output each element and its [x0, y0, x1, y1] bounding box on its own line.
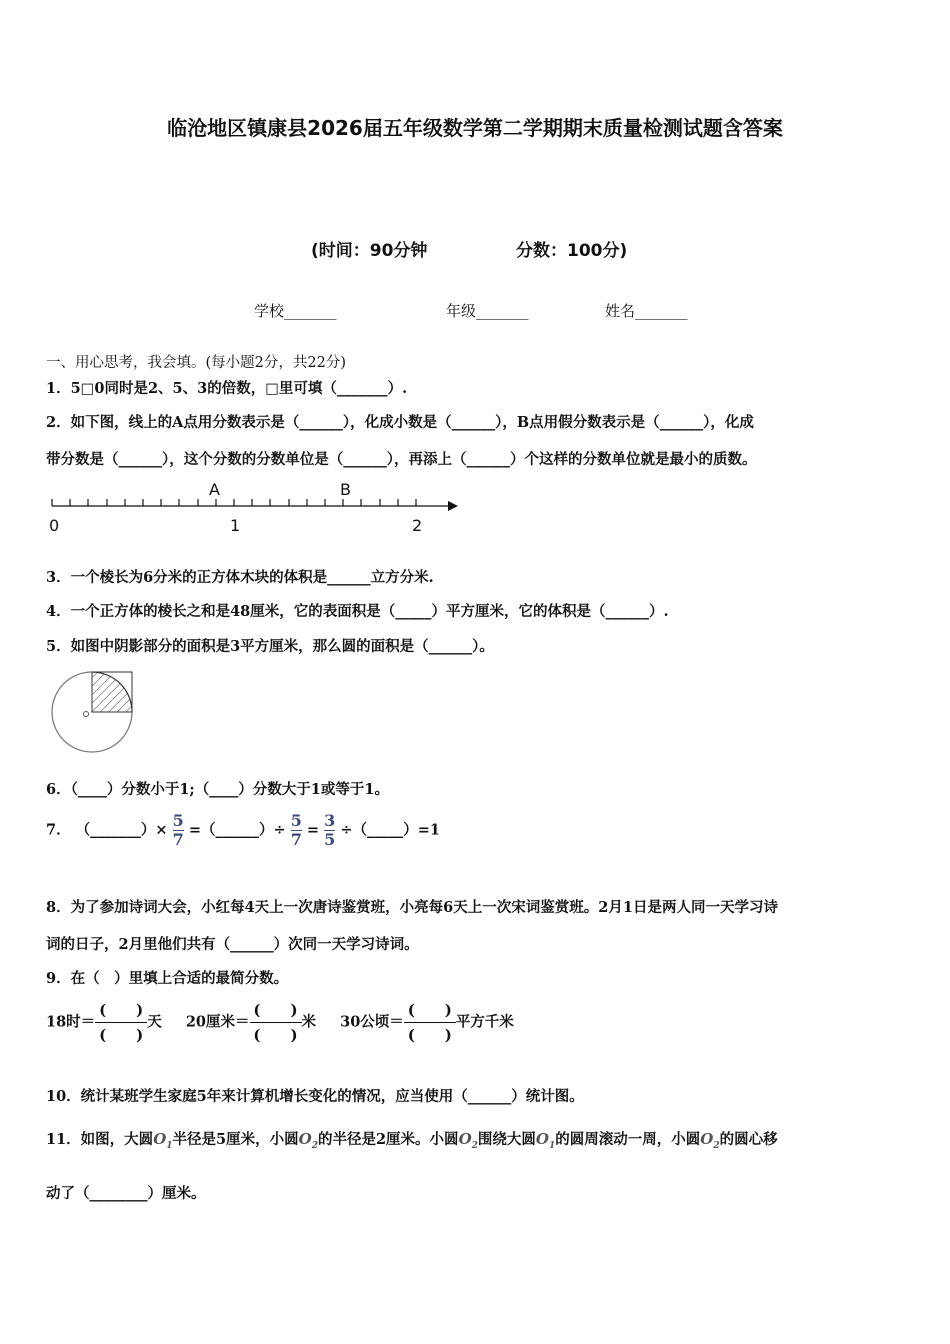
question-9: 9．在（ ）里填上合适的最简分数。 — [46, 970, 289, 987]
page-title: 临沧地区镇康县2026届五年级数学第二学期期末质量检测试题含答案 — [167, 116, 783, 140]
question-6: 6．（____）分数小于1;（____）分数大于1或等于1。 — [46, 781, 389, 798]
tick-label-2: 2 — [412, 516, 423, 535]
tick-label-1: 1 — [230, 516, 241, 535]
exam-score: 分数：100分) — [516, 241, 628, 261]
q9-b-prefix: 20厘米＝ — [185, 1013, 250, 1031]
question-1: 1．5□0同时是2、5、3的倍数，□里可填（_______）. — [46, 380, 408, 397]
q9-a-fraction: ( ) ( ) — [95, 998, 147, 1047]
center-dot-icon — [84, 712, 89, 717]
circle-o2-symbol: $O_2$ — [458, 1130, 478, 1151]
q9-b-fraction: ( ) ( ) — [250, 998, 302, 1047]
circle-o1-symbol: $O_1$ — [535, 1130, 556, 1151]
circle-o2-symbol: $O_2$ — [700, 1130, 720, 1151]
circle-o1-symbol: $O_1$ — [153, 1130, 173, 1151]
fraction-5-7-b: $\frac{5}{7}$ — [290, 811, 302, 849]
q9-b-unit: 米 — [301, 1013, 316, 1031]
circle-o2-symbol: $O_2$ — [298, 1130, 318, 1151]
question-4: 4．一个正方体的棱长之和是48厘米，它的表面积是（_____）平方厘米，它的体积是（______）. — [46, 603, 669, 620]
name-field: 姓名_______ — [605, 302, 688, 320]
fraction-3-5: $\frac{3}{5}$ — [324, 811, 336, 849]
q7-part4: ÷（_____）=1 — [340, 821, 440, 839]
circle-shaded-figure — [46, 664, 142, 756]
q9-c-prefix: 30公顷＝ — [340, 1013, 404, 1031]
point-b-label: B — [340, 480, 351, 499]
question-9-blanks — [46, 998, 514, 1047]
shaded-quarter — [92, 672, 132, 712]
question-8-line1: 8．为了参加诗词大会，小红每4天上一次唐诗鉴赏班，小亮每6天上一次宋词鉴赏班。2月1日是两人同一天学习诗 — [46, 899, 778, 916]
arrow-head-icon — [448, 501, 458, 511]
question-7-number: 7． — [46, 821, 71, 839]
number-line-figure — [40, 476, 470, 538]
question-10: 10．统计某班学生家庭5年来计算机增长变化的情况，应当使用（______）统计图。 — [46, 1088, 584, 1105]
q9-a-prefix: 18时＝ — [46, 1013, 96, 1031]
grade-field: 年级_______ — [446, 302, 529, 320]
question-5: 5．如图中阴影部分的面积是3平方厘米，那么圆的面积是（______）。 — [46, 638, 494, 655]
question-3: 3．一个棱长为6分米的正方体木块的体积是______立方分米. — [46, 569, 434, 586]
q7-part3: = — [306, 821, 320, 839]
question-11-line1: 11．如图，大圆$O_1$半径是5厘米，小圆$O_2$的半径是2厘米。小圆$O_2$围绕大圆$O_1$的圆周滚动一周，小圆$O_2$的圆心移 — [46, 1130, 778, 1151]
section-heading: 一、用心思考，我会填。(每小题2分，共22分) — [46, 355, 346, 371]
q9-c-unit: 平方千米 — [455, 1013, 514, 1031]
tick-label-0: 0 — [49, 516, 60, 535]
point-a-label: A — [209, 480, 220, 499]
q7-part1: （_______）× — [75, 821, 168, 839]
school-field: 学校_______ — [254, 302, 337, 320]
question-2-line1: 2．如下图，线上的A点用分数表示是（______），化成小数是（______），B点用假分数表示是（______），化成 — [46, 414, 754, 431]
question-11-line2: 动了（________）厘米。 — [46, 1185, 206, 1202]
question-7 — [46, 812, 440, 849]
question-2-line2: 带分数是（______），这个分数的分数单位是（______），再添上（______）个这样的分数单位就是最小的质数。 — [46, 451, 757, 468]
q9-a-unit: 天 — [147, 1013, 162, 1031]
fraction-5-7-a: $\frac{5}{7}$ — [172, 811, 184, 849]
q7-part2: =（______）÷ — [188, 821, 286, 839]
q9-c-fraction: ( ) ( ) — [404, 998, 456, 1047]
exam-time: (时间：90分钟 — [311, 241, 428, 261]
question-8-line2: 词的日子，2月里他们共有（______）次同一天学习诗词。 — [46, 936, 419, 953]
